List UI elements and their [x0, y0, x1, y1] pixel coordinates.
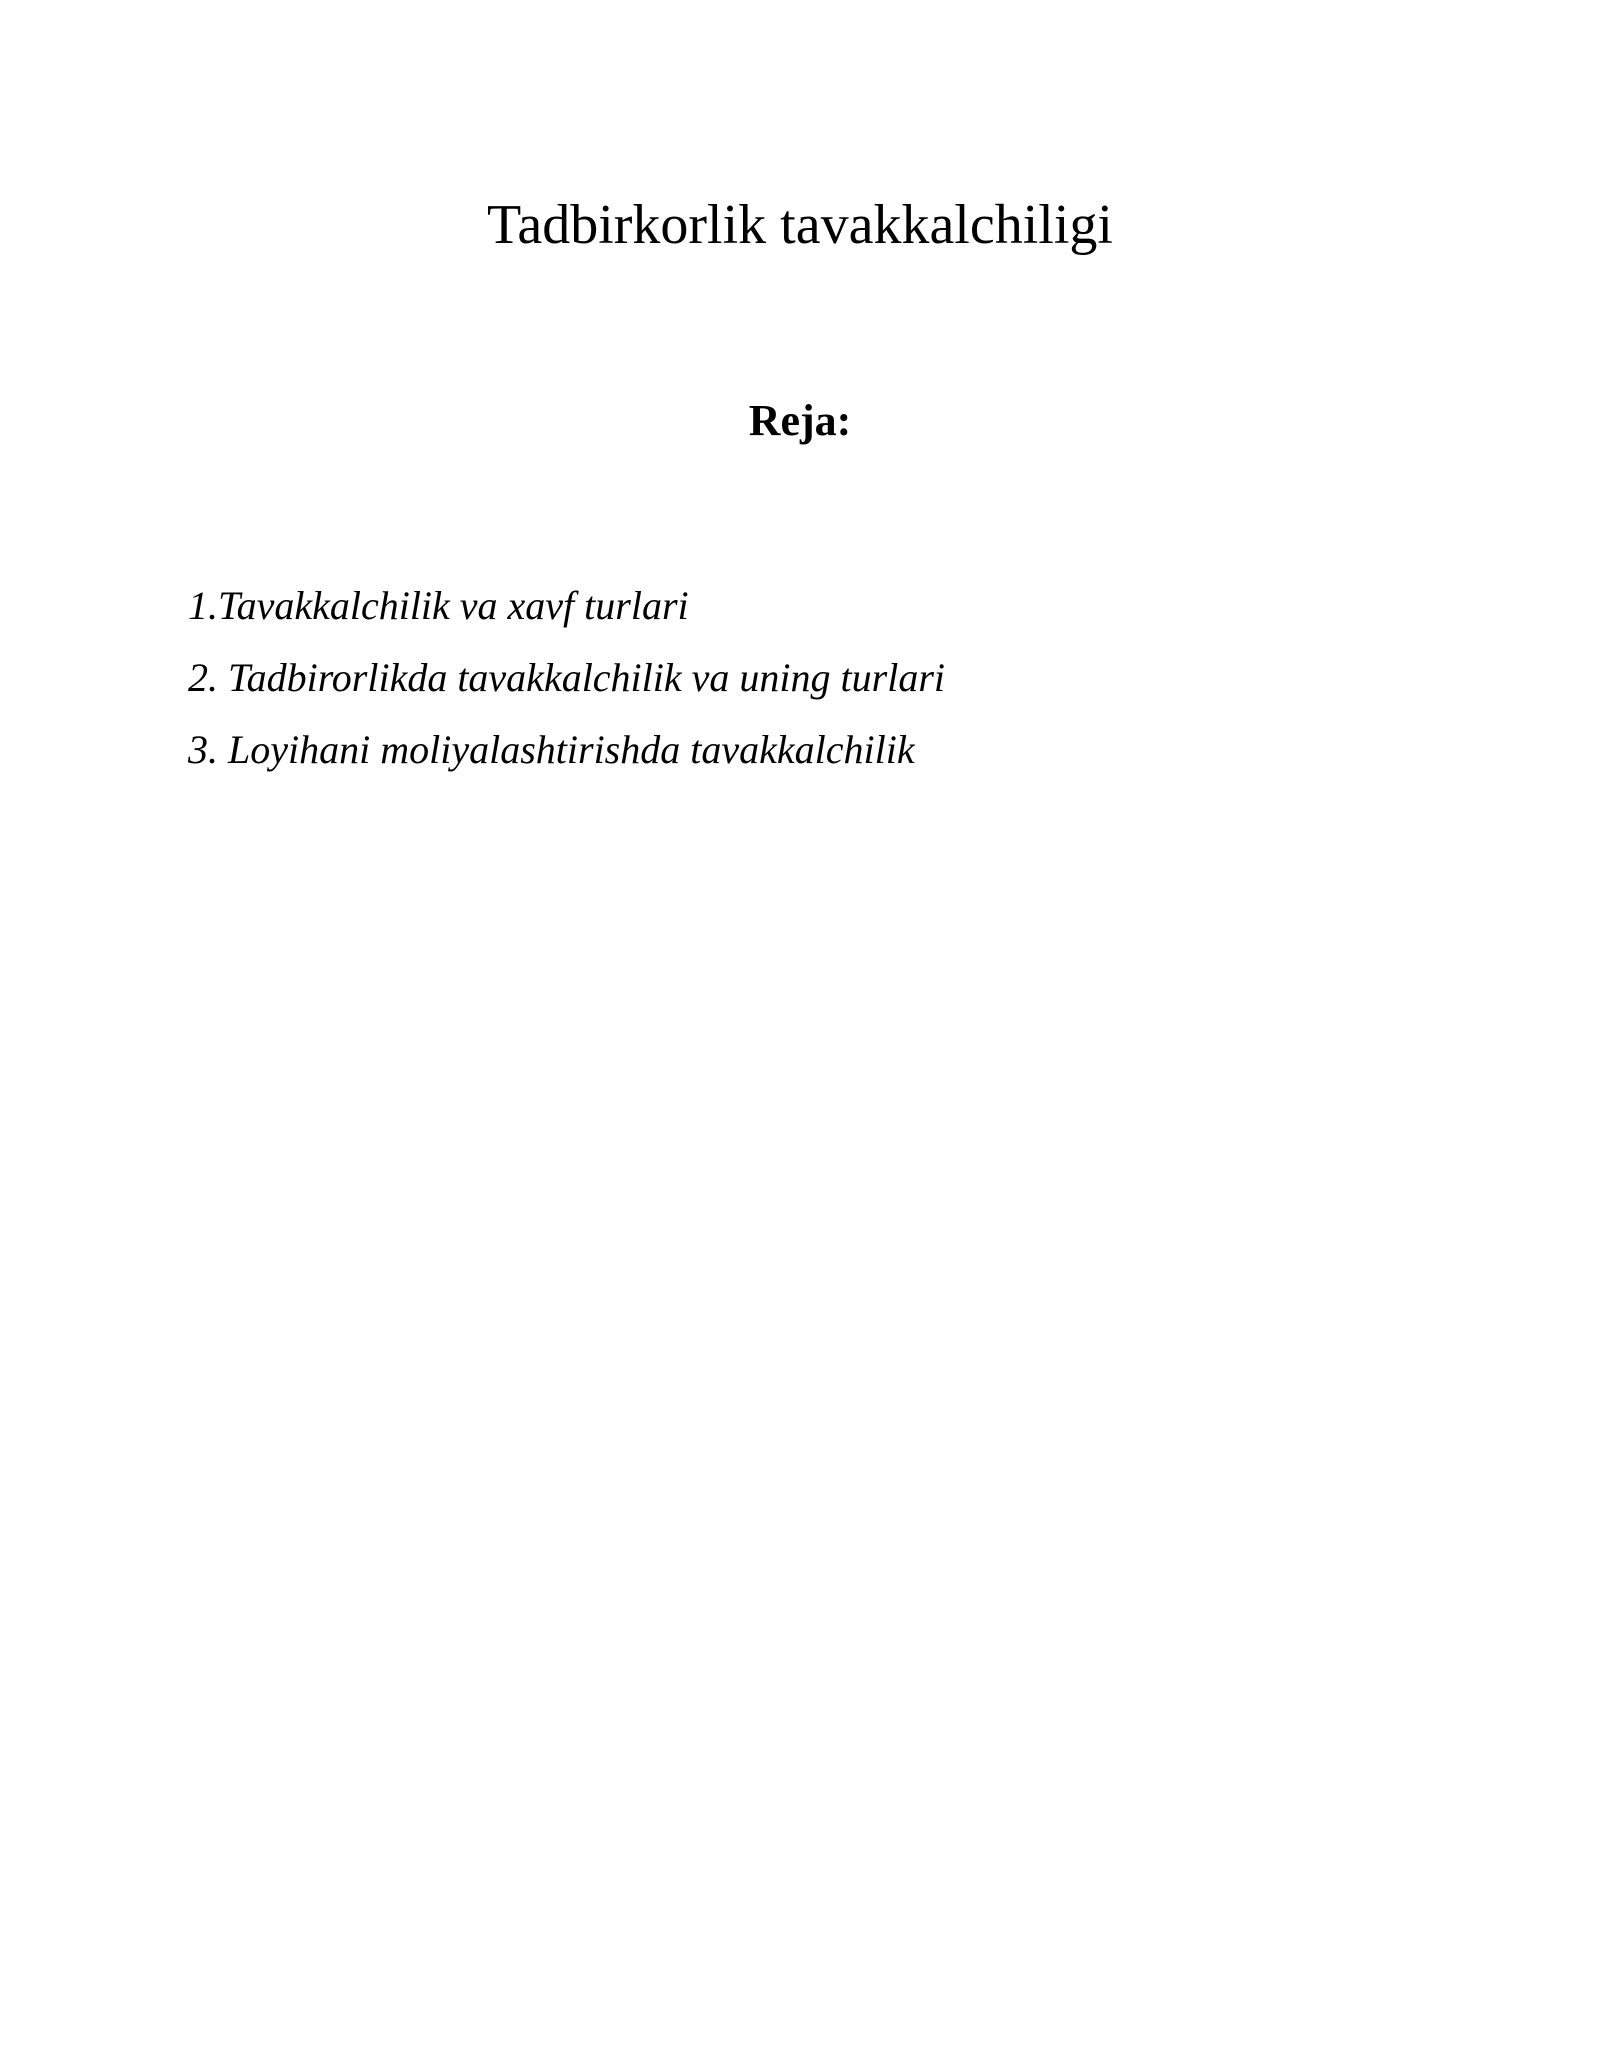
- plan-item-1: 1.Tavakkalchilik va xavf turlari: [188, 583, 689, 628]
- plan-item-3: 3. Loyihani moliyalashtirishda tavakkalchilik: [188, 727, 915, 772]
- plan-list: [188, 570, 1438, 786]
- plan-heading: Reja:: [748, 396, 852, 445]
- plan-item-2: 2. Tadbirorlikda tavakkalchilik va uning turlari: [188, 655, 945, 700]
- document-title: Tadbirkorlik tavakkalchiligi: [487, 194, 1113, 256]
